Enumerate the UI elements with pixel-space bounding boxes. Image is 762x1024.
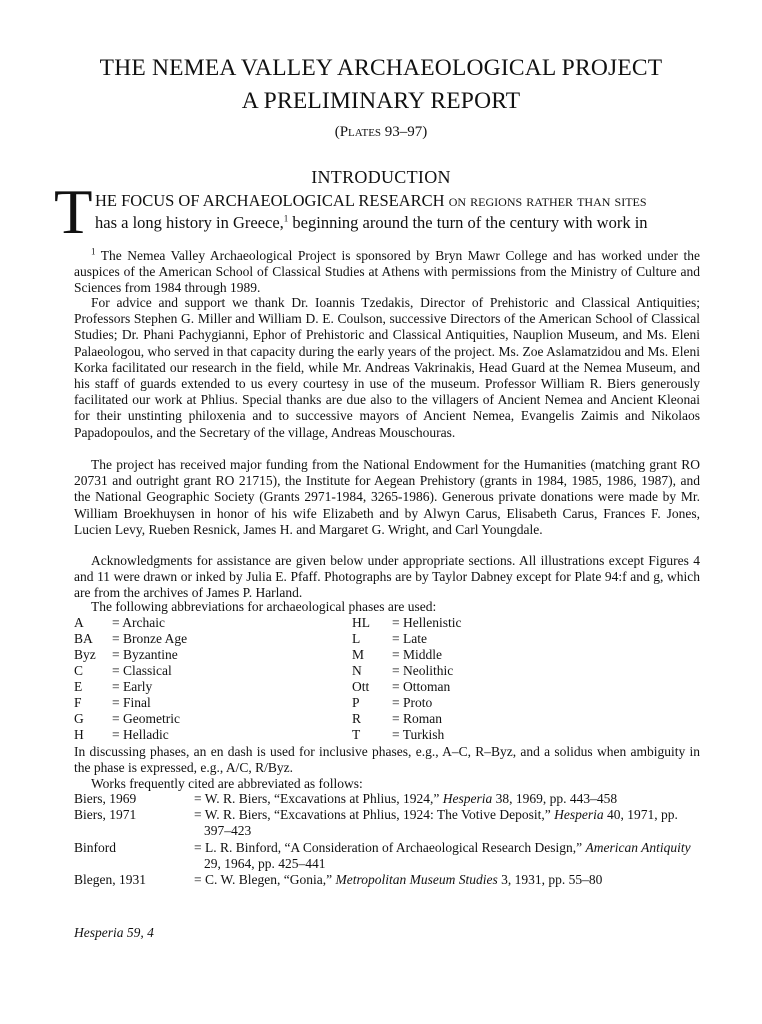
citation-key: Binford [74,839,116,855]
abbr-code: Ott [352,679,370,694]
abbr-meaning: = Early [112,679,153,694]
citation-post: 29, 1964, pp. 425–441 [204,855,326,871]
abbreviation-table [74,615,474,743]
footnote-para-4 [74,553,700,602]
abbr-meaning: = Final [112,695,151,710]
citation-text [194,872,700,888]
footnote-para-1 [74,248,700,297]
intro-line-2-start: has a long history in Greece, [95,213,284,232]
abbreviation-row [74,663,474,679]
abbr-code: H [74,727,84,742]
citation-key: Blegen, 1931 [74,872,146,888]
phases-note [74,744,700,776]
footnote-para-1-text: The Nemea Valley Archaeological Project is sponsored by Bryn Mawr College and has worked under the auspices of the American School of Classical Studies at Athens with permissions from the Ministry of Culture and Sciences from 1984 through 1989. [74,248,700,296]
citation-key: Biers, 1971 [74,807,137,823]
footnote-number: 1 [91,246,96,257]
works-cited-list [74,791,700,888]
abbr-code: HL [352,615,370,630]
title-line-2: A PRELIMINARY REPORT [241,88,521,114]
abbr-code: F [74,695,82,710]
abbr-meaning: = Geometric [112,711,180,726]
abbr-code: E [74,679,83,694]
abbr-meaning: = Hellenistic [392,615,462,630]
abbreviation-row [74,631,474,647]
abbr-code: P [352,695,360,710]
citation-pre: = L. R. Binford, “A Consideration of Archaeological Research Design,” [194,839,586,855]
abbr-meaning: = Classical [112,663,172,678]
abbr-code: A [74,615,84,630]
intro-line-2-end: beginning around the turn of the century with work in [288,213,648,232]
footnote-para-3 [74,457,700,538]
footnote-para-5-text: The following abbreviations for archaeological phases are used: [91,599,437,614]
abbr-meaning: = Bronze Age [112,631,188,646]
citation-pre: = W. R. Biers, “Excavations at Phlius, 1924: The Votive Deposit,” [194,807,555,823]
footnote-para-2 [74,295,700,441]
footnote-para-4-text: Acknowledgments for assistance are given below under appropriate sections. All illustrations except Figures 4 and 11 were drawn or inked by Julia E. Pfaff. Photographs are by Taylor Dabney except for Plate 94:f and g, which are from the archives of James P. Harland. [74,553,700,601]
citation-journal: Metropolitan Museum Studies [335,872,498,888]
works-cited-entry [74,872,700,888]
abbr-code: C [74,663,84,678]
citation-key: Biers, 1969 [74,791,137,806]
abbr-code: BA [74,631,93,646]
abbreviation-row [74,695,474,711]
drop-cap: T [54,177,93,247]
footnote-para-2-text: For advice and support we thank Dr. Ioannis Tzedakis, Director of Prehistoric and Classical Antiquities; Professors Stephen G. Miller and William D. E. Coulson, successive Directors of the American School of Classical Studies; Dr. Phani Pachygianni, Ephor of Prehistoric and Classical Antiquities, Nauplion Museum, and Ms. Eleni Palaeologou, who served in that capacity during the early years of the project. Ms. Zoe Aslamatzidou and Ms. Eleni Korka facilitated our research in the field, while Mr. Andreas Vakrinakis, Head Guard at the Nemea Museum, and his staff of guards extended to us every courtesy in use of the museum. Professor William R. Biers generously facilitated our work at Phlius. Special thanks are due also to the villagers of Ancient Nemea and Ancient Kleonai for their unstinting philoxenia and to successive mayors of Ancient Nemea, Evangelis Zaimis and Nikolaos Papadopoulos, and the Secretary of the village, Andreas Mouschouras. [74,295,700,440]
abbr-meaning: = Byzantine [112,647,178,662]
phases-note-text: In discussing phases, an en dash is used for inclusive phases, e.g., A–C, R–Byz, and a solidus when ambiguity in the phase is expressed, e.g., A/C, R/Byz. [74,744,700,776]
abbr-code: N [352,663,362,678]
introduction-heading: INTRODUCTION [311,167,451,187]
citation-text [194,791,700,807]
abbreviation-row [74,647,474,663]
abbreviation-row [74,711,474,727]
works-cited-entry [74,791,700,807]
abbr-meaning: = Ottoman [392,679,451,694]
citation-post: 40, 1971, pp. 397–423 [204,807,678,839]
abbr-meaning: = Archaic [112,615,165,630]
abbr-code: R [352,711,362,726]
intro-line-2 [95,213,648,233]
abbr-meaning: = Neolithic [392,663,454,678]
citation-pre: = W. R. Biers, “Excavations at Phlius, 1924,” [194,791,443,806]
citation-post: 3, 1931, pp. 55–80 [497,872,603,888]
abbr-meaning: = Roman [392,711,442,726]
abbr-meaning: = Turkish [392,727,445,742]
abbr-code: Byz [74,647,96,662]
abbreviation-row [74,679,474,695]
works-cited-entry [74,840,700,872]
citation-text [194,840,700,872]
citation-post: 38, 1969, pp. 443–458 [492,791,618,806]
journal-footer: Hesperia 59, 4 [74,925,154,940]
title-line-1: THE NEMEA VALLEY ARCHAEOLOGICAL PROJECT [99,55,663,81]
plates-reference: (Plates 93–97) [334,124,428,140]
abbr-meaning: = Helladic [112,727,169,742]
abbreviation-row [74,615,474,631]
citation-pre: = C. W. Blegen, “Gonia,” [194,872,336,888]
abbr-code: G [74,711,84,726]
footnote-para-5 [74,599,700,615]
abbr-meaning: = Proto [392,695,433,710]
abbr-meaning: = Late [392,631,427,646]
citation-journal: Hesperia [554,807,604,823]
abbr-code: T [352,727,361,742]
citation-journal: American Antiquity [585,839,691,855]
abbr-code: M [352,647,365,662]
citation-text [194,807,700,839]
intro-line-1: HE FOCUS OF ARCHAEOLOGICAL RESEARCH on regions rather than sites [95,191,647,210]
abbr-code: L [352,631,361,646]
works-intro: Works frequently cited are abbreviated as follows: [91,776,363,791]
citation-journal: Hesperia [442,791,493,806]
abbreviation-row [74,727,474,743]
footnote-para-3-text: The project has received major funding from the National Endowment for the Humanities (matching grant RO 20731 and outright grant RO 21715), the Institute for Aegean Prehistory (grants in 1984, 1985, 1986, 1987), and the National Geographic Society (Grants 2971-1984, 3265-1986). Generous private donations were made by Mr. William Broekhuysen in honor of his wife Elizabeth and by Alwyn Carus, Elisabeth Carus, Frances F. Jones, Lucien Levy, Rueben Resnick, James H. and Margaret G. Wright, and Carl Youngdale. [74,457,700,537]
footnote-ref-1[interactable]: 1 [283,213,289,224]
abbr-meaning: = Middle [392,647,442,662]
works-cited-entry [74,807,700,839]
